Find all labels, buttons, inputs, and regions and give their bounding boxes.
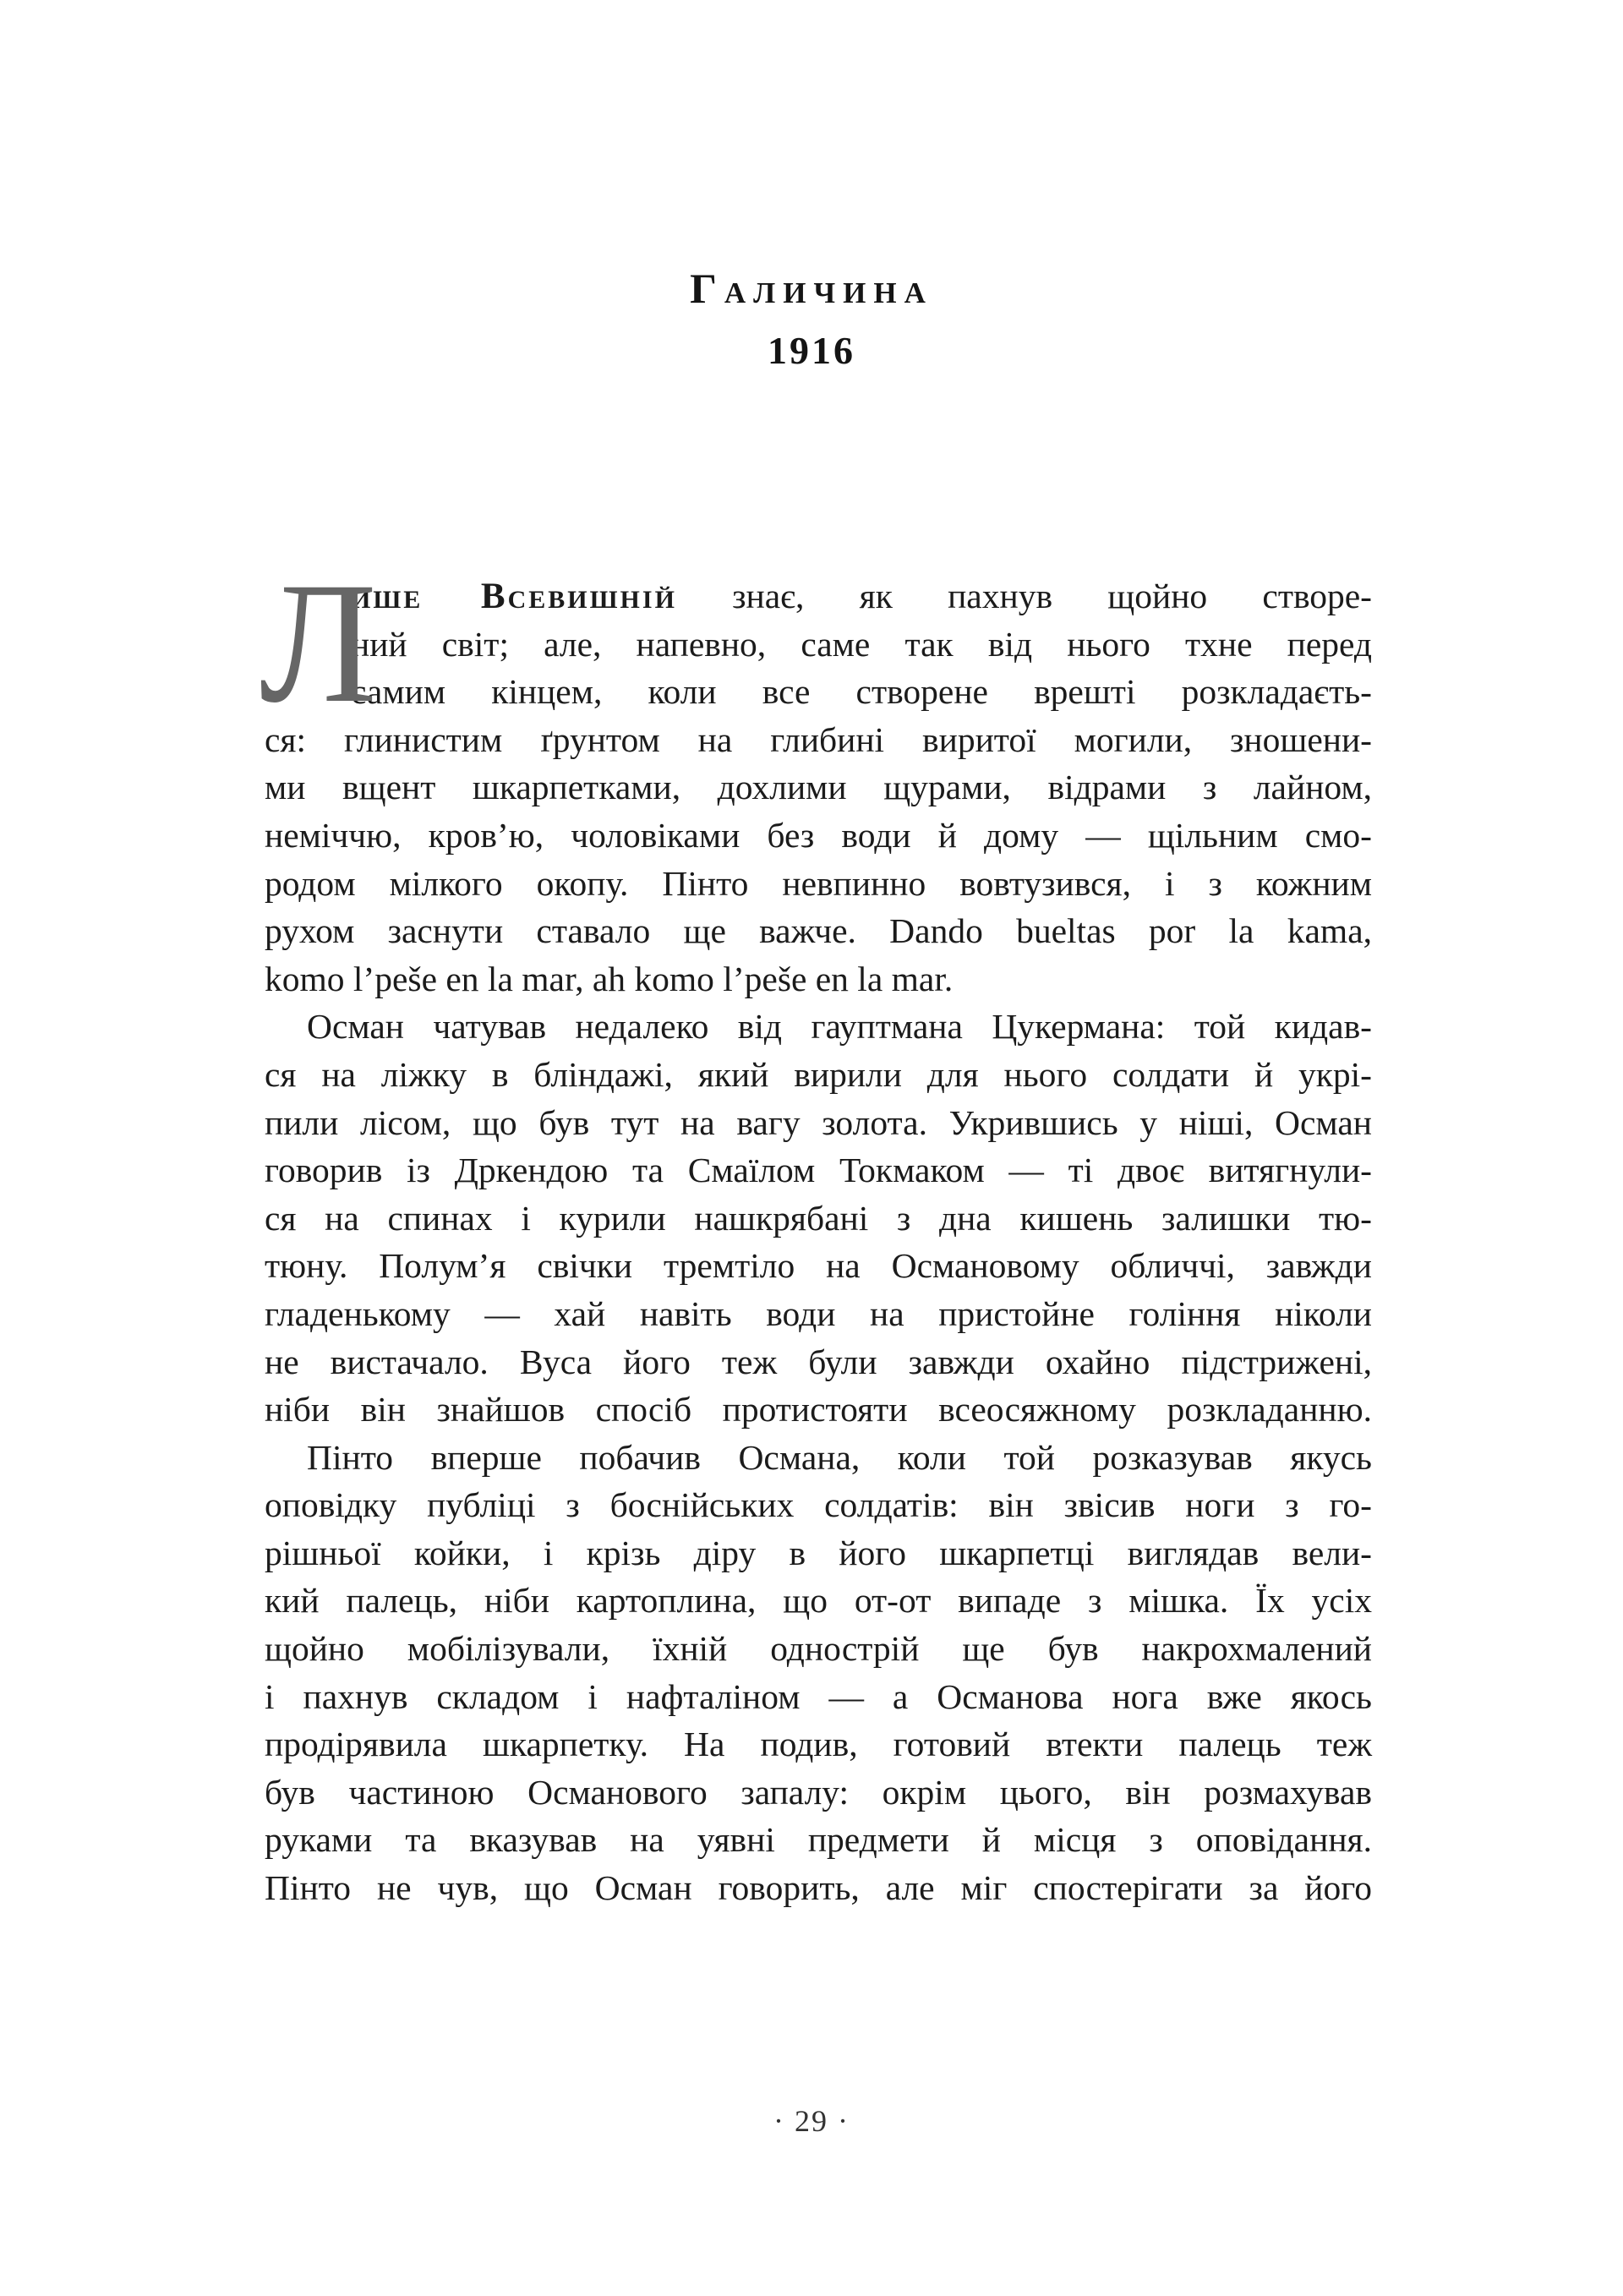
text-line: тюну. Полум’я свічки тремтіло на Османовому обличчі, завжди <box>265 1246 1372 1286</box>
text-line: ся на спинах і курили нашкрябані з дна кишень залишки тю- <box>265 1198 1372 1238</box>
chapter-year: 1916 <box>768 329 855 372</box>
text-line: продірявила шкарпетку. На подив, готовий втекти палець теж <box>265 1725 1372 1764</box>
text-line: оповідку публіці з боснійських солдатів: він звісив ноги з го- <box>265 1485 1372 1525</box>
text-line: рухом заснути ставало ще важче. Dando bueltas por la kama, <box>265 911 1372 951</box>
text-line: пили лісом, що був тут на вагу золота. Укрившись у ніші, Осман <box>265 1102 1372 1142</box>
text-line: і пахнув складом і нафталіном — а Османова нога вже якось <box>265 1676 1372 1716</box>
chapter-title: Галичина <box>690 265 933 312</box>
paragraph-1 <box>265 572 1372 1003</box>
text-line <box>265 572 1372 620</box>
text-line: Осман чатував недалеко від гауптмана Цукермана: той кидав- <box>307 1007 1372 1047</box>
text-line: ся на ліжку в бліндажі, який вирили для нього солдати й укрі- <box>265 1054 1372 1094</box>
drop-cap: Л <box>260 547 378 739</box>
text-line: самим кінцем, коли все створене врешті розкладаєть- <box>351 672 1372 712</box>
text-line: ми вщент шкарпетками, дохлими щурами, відрами з лайном, <box>265 768 1372 807</box>
text-line: був частиною Османового запалу: окрім цього, він розмахував <box>265 1772 1372 1812</box>
text-line: не вистачало. Вуса його теж були завжди охайно підстрижені, <box>265 1342 1372 1381</box>
text-line: Пінто вперше побачив Османа, коли той розказував якусь <box>307 1437 1372 1477</box>
paragraph-2 <box>265 1003 1372 1433</box>
text-line: рішньої койки, і крізь діру в його шкарпетці виглядав вели- <box>265 1533 1372 1572</box>
chapter-body <box>260 547 1373 1912</box>
text-line: кий палець, ніби картоплина, що от-от випаде з мішка. Їх усіх <box>265 1581 1372 1621</box>
text-line: Пінто не чув, що Осман говорить, але міг спостерігати за його <box>265 1868 1372 1908</box>
text-line: komo l’peše en la mar, ah komo l’peše en la mar. <box>265 959 954 998</box>
text-line: ніби він знайшов спосіб протистояти всеосяжному розкладанню. <box>265 1390 1372 1430</box>
line-text: знає, як пахнув щойно створе- <box>676 577 1373 615</box>
text-line: гладенькому — хай навіть води на пристойне гоління ніколи <box>265 1293 1372 1333</box>
lead-smallcaps: ише Всевишній <box>351 577 677 616</box>
text-line: щойно мобілізували, їхній однострій ще був накрохмалений <box>265 1629 1372 1669</box>
text-line: неміччю, кров’ю, чоловіками без води й дому — щільним смо- <box>265 815 1372 855</box>
text-line: руками та вказував на уявні предмети й місця з оповідання. <box>265 1820 1372 1860</box>
text-line: родом мілкого окопу. Пінто невпинно вовтузився, і з кожним <box>265 863 1372 903</box>
text-line: ний світ; але, напевно, саме так від нього тхне перед <box>351 624 1372 664</box>
text-line: ся: глинистим ґрунтом на глибині виритої могили, зношени- <box>265 719 1372 759</box>
text-line: говорив із Дркендою та Смаїлом Токмаком — ті двоє витягнули- <box>265 1151 1372 1190</box>
paragraph-3 <box>265 1434 1372 1912</box>
page-number: · 29 · <box>773 2104 850 2138</box>
